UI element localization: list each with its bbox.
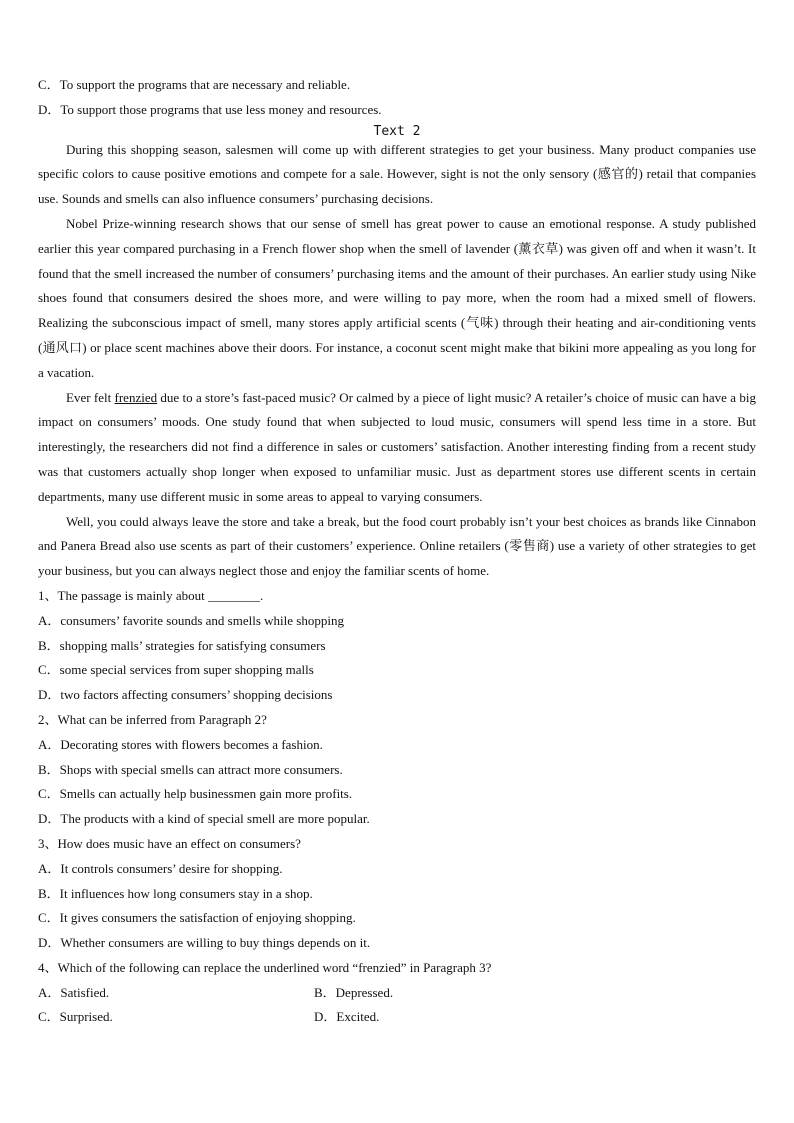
option-b: B．Shops with special smells can attract more consumers. <box>38 761 343 777</box>
option-c: C．It gives consumers the satisfaction of enjoying shopping. <box>38 910 356 926</box>
option-c: C．Surprised. <box>38 1009 113 1025</box>
option-d-previous: D．To support those programs that use less money and resources. <box>38 101 382 117</box>
option-b: B．Depressed. <box>314 984 394 1000</box>
question-stem: 3、How does music have an effect on consumers? <box>38 835 301 851</box>
option-c-previous: C．To support the programs that are necessary and reliable. <box>38 77 351 92</box>
question-stem: 1、The passage is mainly about ________. <box>38 587 264 603</box>
option-b: B．It influences how long consumers stay in a shop. <box>38 885 313 901</box>
option-d: D．The products with a kind of special smell are more popular. <box>38 811 370 827</box>
option-d: D．Excited. <box>314 1009 380 1025</box>
passage <box>38 138 756 584</box>
paragraph-3: Ever felt frenzied due to a store’s fast-paced music? Or calmed by a piece of light music? A retailer’s choice of music can have a big impact on consumers’ moods. One study found that when subjected to loud music, consumers will spend less time in a store. But interestingly, the researchers did not find a difference in sales or customers’ satisfaction. Another interesting finding from a recent study was that customers actually shop longer when exposed to unfamiliar music. Just as department stores use different scents in certain departments, many use different music in some areas to appeal to varying consumers. <box>38 389 756 504</box>
option-row <box>38 1005 756 1030</box>
option-a: A．Satisfied. <box>38 984 110 1000</box>
option-row <box>38 981 756 1006</box>
paragraph-2: Nobel Prize-winning research shows that our sense of smell has great power to cause an emotional response. A study published earlier this year compared purchasing in a French flower shop when the smell of lavender (薰衣草) was given off and when it wasn’t. It found that the smell increased the number of consumers’ purchasing items and the amount of their purchases. An earlier study using Nike shoes found that consumers desired the shoes more, and were willing to pay more, when the room had a mixed smell of flowers. Realizing the subconscious impact of smell, many stores apply artificial scents (气味) through their heating and air-conditioning vents (通风口) or place scent machines above their doors. For instance, a coconut scent might make that bikini more appealing as you long for a vacation. <box>38 215 756 380</box>
paragraph-4: Well, you could always leave the store and take a break, but the food court probably isn’t your best choices as brands like Cinnabon and Panera Bread also use scents as part of their customers’ experience. Online retailers (零售商) use a variety of other strategies to get your business, but you can always neglect those and enjoy the familiar scents of home. <box>38 513 756 579</box>
option-b: B．shopping malls’ strategies for satisfying consumers <box>38 637 326 653</box>
option-a: A．consumers’ favorite sounds and smells while shopping <box>38 612 344 628</box>
question-1 <box>38 584 756 708</box>
option-a: A．Decorating stores with flowers becomes a fashion. <box>38 736 323 752</box>
option-a: A．It controls consumers’ desire for shopping. <box>38 860 283 876</box>
question-stem: 4、Which of the following can replace the underlined word “frenzied” in Paragraph 3? <box>38 959 492 975</box>
option-c: C．Smells can actually help businessmen gain more profits. <box>38 786 353 802</box>
question-4 <box>38 956 756 1030</box>
option-d: D．two factors affecting consumers’ shopping decisions <box>38 687 333 703</box>
question-2 <box>38 708 756 832</box>
option-d: D．Whether consumers are willing to buy things depends on it. <box>38 935 371 951</box>
option-c: C．some special services from super shopping malls <box>38 662 314 678</box>
question-3 <box>38 832 756 956</box>
text-title: Text 2 <box>373 123 421 139</box>
document-page <box>38 73 756 1030</box>
underlined-word: frenzied <box>114 389 158 405</box>
paragraph-1: During this shopping season, salesmen will come up with different strategies to get your business. Many product companies use specific colors to cause positive emotions and compete for a sale. However, sight is not the only sensory (感官的) retail that companies use. Sounds and smells can also influence consumers’ purchasing decisions. <box>38 141 756 207</box>
question-stem: 2、What can be inferred from Paragraph 2? <box>38 711 267 727</box>
